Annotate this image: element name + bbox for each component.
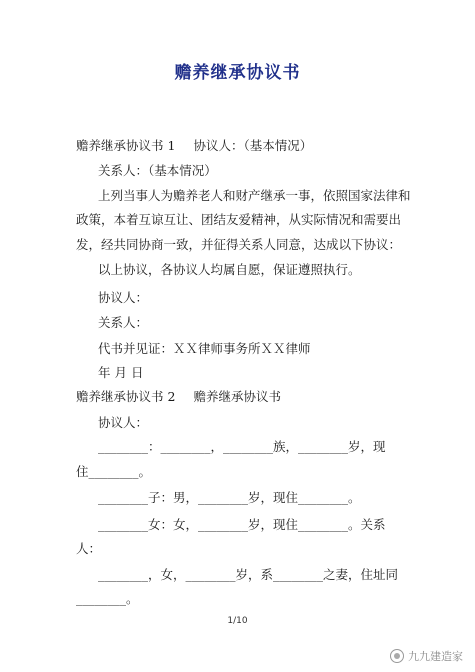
form-line-1: ________：________，________族，________岁，现 (98, 439, 386, 454)
form-line-son: ________子：男，________岁，现住________。 (98, 490, 361, 505)
section-heading-1-label: 赡养继承协议书 1 (76, 138, 176, 153)
page-indicator: 1/10 (227, 616, 248, 626)
form-line-wife: ________，女，________岁，系________之妻，住址同 (98, 567, 399, 582)
party-info-1: 协议人：（基本情况） (193, 138, 313, 153)
section-heading-2 (76, 388, 416, 406)
section-heading-1 (76, 137, 416, 155)
related-party-info-1: 关系人：（基本情况） (98, 163, 217, 178)
body-paragraph-line-2: 政策，本着互谅互让、团结友爱精神，从实际情况和需要出 (76, 212, 402, 227)
document-title: 赡养继承协议书 (174, 63, 301, 83)
date-line: 年 月 日 (98, 365, 144, 380)
watermark (390, 648, 463, 664)
form-line-address: ________。 (76, 591, 139, 606)
form-line-2: 住________。 (76, 464, 152, 479)
form-line-related: 人： (76, 541, 102, 556)
section-heading-2-title: 赡养继承协议书 (193, 389, 281, 404)
signatory-related-party: 关系人： (98, 315, 149, 330)
witness-line: 代书并见证：ＸＸ律师事务所ＸＸ律师 (98, 341, 311, 356)
body-paragraph-line-3: 发，经共同协商一致，并征得关系人同意，达成以下协议： (76, 237, 402, 252)
body-paragraph-line-1: 上列当事人为赡养老人和财产继承一事，依照国家法律和 (98, 188, 411, 203)
form-line-daughter: ________女：女，________岁，现住________。关系 (98, 517, 386, 532)
brand-logo-icon (390, 649, 404, 663)
form-party-label: 协议人： (98, 415, 149, 430)
watermark-text: 九九建造家 (408, 650, 463, 663)
signatory-party: 协议人： (98, 290, 149, 305)
section-heading-2-label: 赡养继承协议书 2 (76, 389, 176, 404)
agreement-statement: 以上协议，各协议人均属自愿，保证遵照执行。 (98, 262, 361, 277)
